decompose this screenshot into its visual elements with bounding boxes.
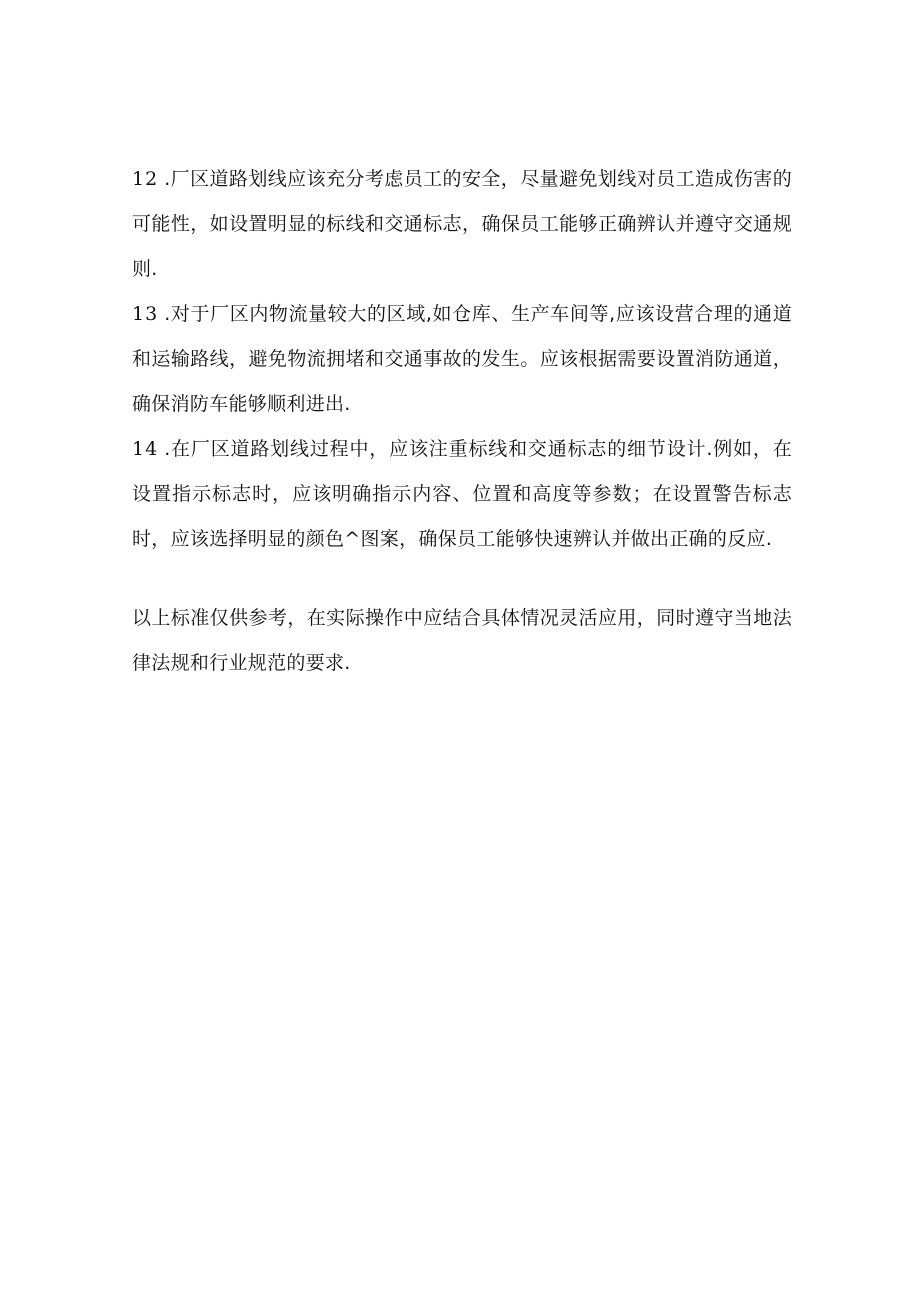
item-number: 14 <box>132 438 159 460</box>
item-text: .在厂区道路划线过程中，应该注重标线和交通标志的细节设计.例如，在设置指示标志时，应该明确指示内容、位置和高度等参数；在设置警告标志时，应该选择明显的颜色^图案，确保员工能够快速辨认并做出正确的反应. <box>132 438 792 550</box>
item-number: 12 <box>132 168 159 190</box>
document-page <box>132 157 792 686</box>
list-item-13 <box>132 292 792 427</box>
list-item-12 <box>132 157 792 292</box>
item-text: .厂区道路划线应该充分考虑员工的安全，尽量避免划线对员工造成伤害的可能性，如设置明显的标线和交通标志，确保员工能够正确辨认并遵守交通规则. <box>132 168 792 280</box>
closing-paragraph: 以上标准仅供参考，在实际操作中应结合具体情况灵活应用，同时遵守当地法律法规和行业规范的要求. <box>132 607 792 674</box>
list-item-14 <box>132 427 792 562</box>
paragraph-spacer <box>132 562 792 596</box>
item-number: 13 <box>132 303 159 325</box>
item-text: .对于厂区内物流量较大的区域,如仓库、生产车间等,应该设营合理的通道和运输路线，避免物流拥堵和交通事故的发生。应该根据需要设置消防通道，确保消防车能够顺利进出. <box>132 303 792 415</box>
